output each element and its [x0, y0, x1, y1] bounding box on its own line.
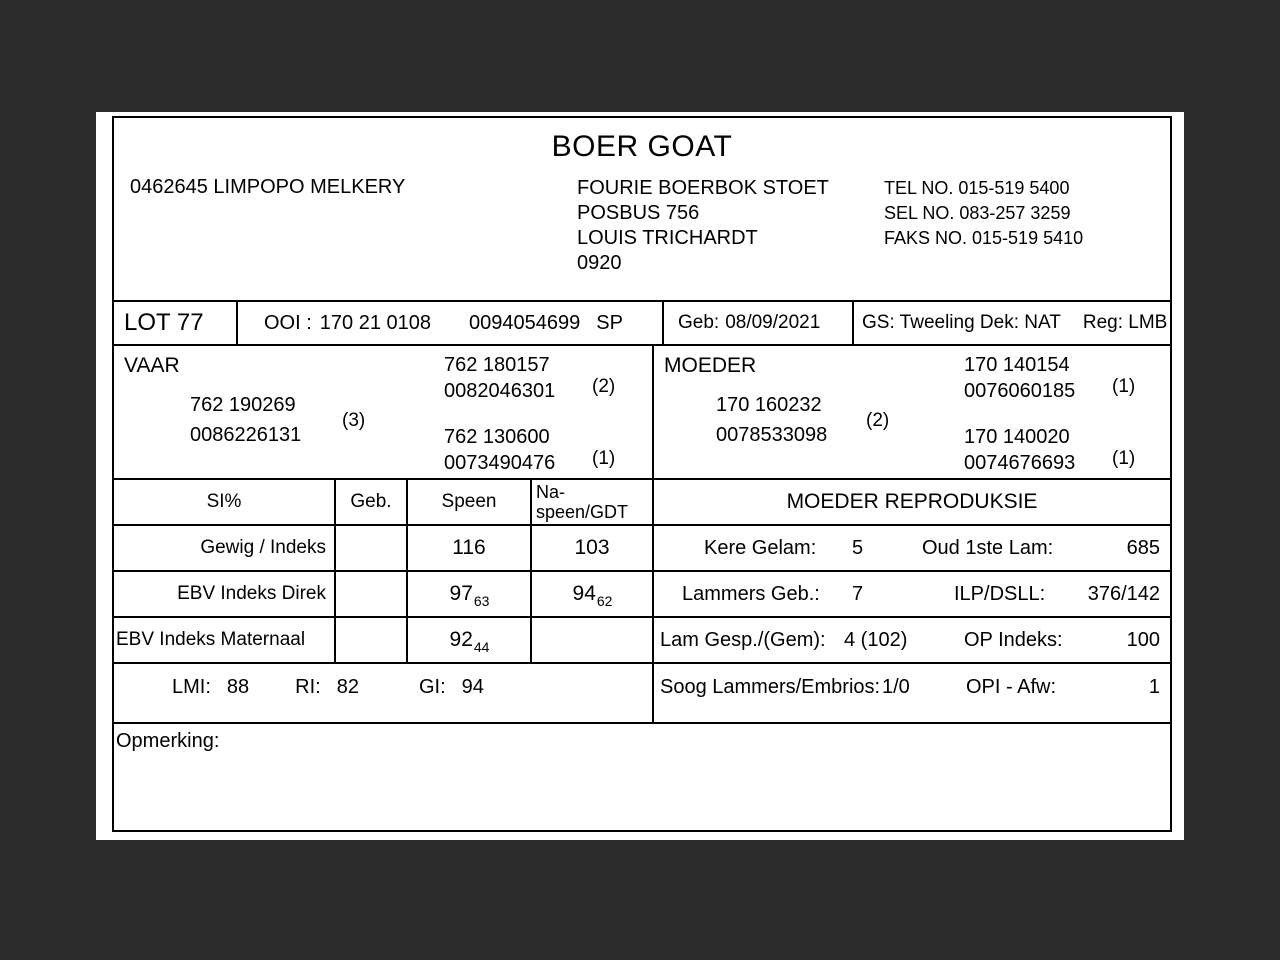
dam-id-line-2: 0078533098 — [716, 424, 828, 446]
performance-section — [114, 480, 1170, 724]
lammers-geb-label: Lammers Geb.: — [682, 582, 820, 605]
stud-address-line-4: 0920 — [577, 252, 622, 274]
sire-id — [190, 390, 301, 450]
ooi-number: 170 21 0108 — [319, 311, 432, 334]
sire-sire-line-2: 0082046301 — [444, 380, 556, 402]
contact-cell: SEL NO. 083-257 3259 — [884, 203, 1071, 223]
gi-value: 94 — [461, 675, 484, 698]
dam-sire-id — [964, 352, 1075, 404]
ooi-sex-code: SP — [596, 311, 623, 334]
dam-dam-count: (1) — [1112, 448, 1136, 469]
contact-details — [884, 176, 1083, 251]
birth-date-value: 08/09/2021 — [725, 312, 821, 333]
lam-gesp-label: Lam Gesp./(Gem): — [660, 628, 826, 651]
dam-dam-id — [964, 424, 1075, 476]
cell-ebv-direct-naspeen-value: 94 — [572, 582, 596, 605]
table-row — [654, 618, 1170, 664]
opi-afw-label: OPI - Afw: — [966, 675, 1057, 698]
op-indeks-value: 100 — [1126, 628, 1160, 651]
dam-title: MOEDER — [664, 354, 757, 377]
pedigree-section — [114, 346, 1170, 480]
birth-date-cell — [664, 302, 854, 344]
birth-type-value: GS: Tweeling Dek: NAT — [862, 312, 1061, 333]
cell-ebv-maternal-speen-sub: 44 — [473, 639, 490, 655]
column-header-naspeen: Na-speen/GDT — [536, 482, 629, 522]
cell-ebv-direct-speen-sub: 63 — [473, 593, 490, 609]
sire-dam-count: (1) — [592, 448, 616, 469]
soog-lammers-value: 1/0 — [882, 675, 910, 698]
kere-gelam-label: Kere Gelam: — [704, 536, 817, 559]
stud-address-line-3: LOUIS TRICHARDT — [577, 227, 758, 249]
cell-weight-naspeen-value: 103 — [574, 536, 610, 559]
oud-1ste-lam-label: Oud 1ste Lam: — [922, 536, 1054, 559]
dam-sire-line-1: 170 140154 — [964, 354, 1070, 376]
sire-sire-id — [444, 352, 555, 404]
sire-block — [114, 346, 654, 478]
cell-ebv-maternal-geb — [336, 618, 408, 662]
column-header-speen: Speen — [408, 480, 532, 524]
oud-1ste-lam-value: 685 — [1126, 536, 1160, 559]
dam-sire-line-2: 0076060185 — [964, 380, 1076, 402]
table-row — [114, 526, 652, 572]
sire-dam-line-2: 0073490476 — [444, 452, 556, 474]
stud-address-line-2: POSBUS 756 — [577, 202, 700, 224]
cell-ebv-direct-speen — [408, 572, 532, 616]
dam-reproduction-title: MOEDER REPRODUKSIE — [654, 480, 1170, 526]
op-indeks-label: OP Indeks: — [964, 628, 1063, 651]
contact-fax: FAKS NO. 015-519 5410 — [884, 228, 1084, 248]
table-row — [654, 664, 1170, 710]
table-row — [654, 572, 1170, 618]
ilp-dsll-value: 376/142 — [1087, 582, 1160, 605]
lot-row — [114, 302, 1170, 346]
lot-number: LOT 77 — [114, 302, 238, 344]
cell-weight-speen — [408, 526, 532, 570]
registry-code: Reg: LMB — [1082, 312, 1168, 333]
opi-afw-value: 1 — [1148, 675, 1160, 698]
cell-ebv-maternal-naspeen — [532, 618, 652, 662]
cell-weight-naspeen — [532, 526, 652, 570]
soog-lammers-label: Soog Lammers/Embrios: — [660, 675, 881, 698]
remarks-section — [114, 724, 1170, 832]
column-header-si: SI% — [114, 480, 336, 524]
sire-generation-count: (3) — [342, 410, 366, 431]
sire-sire-line-1: 762 180157 — [444, 354, 550, 376]
table-row — [654, 526, 1170, 572]
cell-ebv-direct-naspeen-sub: 62 — [596, 593, 613, 609]
cell-ebv-maternal-speen-value: 92 — [449, 628, 473, 651]
ooi-registration: 0094054699 — [469, 311, 581, 334]
column-header-geb: Geb. — [336, 480, 408, 524]
sire-dam-line-1: 762 130600 — [444, 426, 550, 448]
contact-tel: TEL NO. 015-519 5400 — [884, 178, 1070, 198]
lam-gesp-value: 4 (102) — [844, 628, 908, 651]
row-label-ebv-maternal: EBV Indeks Maternaal — [114, 618, 336, 662]
performance-table — [114, 480, 654, 722]
dam-block — [654, 346, 1170, 478]
sire-id-line-2: 0086226131 — [190, 424, 302, 446]
sire-dam-id — [444, 424, 555, 476]
dam-dam-line-1: 170 140020 — [964, 426, 1070, 448]
ooi-label: OOI : — [264, 311, 312, 334]
kere-gelam-value: 5 — [852, 536, 864, 559]
cell-weight-speen-value: 116 — [452, 536, 486, 559]
lammers-geb-value: 7 — [852, 582, 864, 605]
lmi-value: 88 — [226, 675, 250, 698]
dam-generation-count: (2) — [866, 410, 890, 431]
sire-title: VAAR — [124, 354, 180, 377]
stud-address — [577, 176, 829, 276]
animal-identity — [238, 302, 664, 344]
sire-id-line-1: 762 190269 — [190, 394, 296, 416]
table-row — [114, 572, 652, 618]
table-row — [114, 618, 652, 664]
remarks-label: Opmerking: — [116, 730, 220, 752]
cell-ebv-maternal-speen — [408, 618, 532, 662]
page-title: BOER GOAT — [551, 130, 733, 163]
ilp-dsll-label: ILP/DSLL: — [954, 582, 1046, 605]
stud-address-line-1: FOURIE BOERBOK STOET — [577, 177, 829, 199]
cell-ebv-direct-speen-value: 97 — [449, 582, 473, 605]
gi-label: GI: — [418, 675, 446, 698]
cell-ebv-direct-naspeen — [532, 572, 652, 616]
cell-ebv-direct-geb — [336, 572, 408, 616]
breeder-line: 0462645 LIMPOPO MELKERY — [130, 176, 406, 198]
sire-sire-count: (2) — [592, 376, 616, 397]
dam-id-line-1: 170 160232 — [716, 394, 822, 416]
lmi-label: LMI: — [172, 675, 211, 698]
birth-type-cell — [854, 302, 1170, 344]
row-label-weight-index: Gewig / Indeks — [114, 526, 336, 570]
table-header-row — [114, 480, 652, 526]
index-summary-row — [114, 664, 652, 710]
ri-value: 82 — [336, 675, 359, 698]
dam-reproduction-table — [654, 480, 1170, 722]
cell-weight-geb — [336, 526, 408, 570]
dam-dam-line-2: 0074676693 — [964, 452, 1076, 474]
card-header — [114, 118, 1170, 302]
document-sheet — [96, 112, 1184, 840]
pedigree-card — [112, 116, 1172, 832]
row-label-ebv-direct: EBV Indeks Direk — [114, 572, 336, 616]
dam-sire-count: (1) — [1112, 376, 1136, 397]
birth-date-label: Geb: — [678, 312, 720, 333]
dam-id — [716, 390, 827, 450]
ri-label: RI: — [295, 675, 321, 698]
